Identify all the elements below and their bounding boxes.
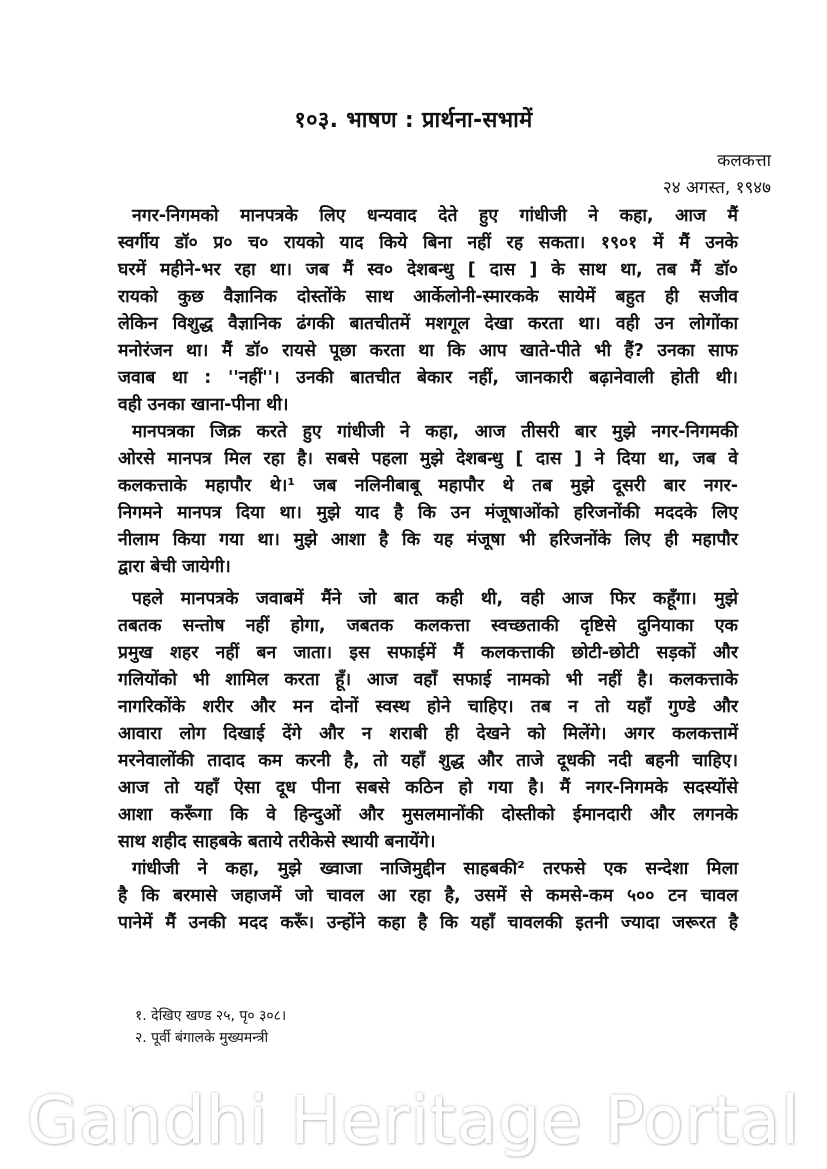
dateline-date: २४ अगस्त, १९४७ [662, 178, 771, 198]
footnote-2: २. पूर्वी बंगालके मुख्यमन्त्री [135, 1030, 269, 1046]
footnote-1: १. देखिए खण्ड २५, पृ० ३०८। [135, 1008, 287, 1024]
footnotes [135, 1005, 286, 1049]
text-line: ओरसे मानपत्र मिल रहा है। सबसे पहला मुझे देशबन्धु [ दास ] ने दिया था, जब वे [118, 449, 738, 469]
paragraph [118, 586, 738, 856]
text-line: स्वर्गीय डॉ० प्र० च० रायको याद किये बिना नहीं रह सकता। १९०१ में मैं उनके [118, 233, 738, 253]
paragraph [118, 856, 738, 937]
text-line: मनोरंजन था। मैं डॉ० रायसे पूछा करता था कि आप खाते-पीते भी हैं? उनका साफ [118, 341, 738, 361]
paragraph [118, 203, 738, 419]
text-line: है कि बरमासे जहाजमें जो चावल आ रहा है, उसमें से कमसे-कम ५०० टन चावल [118, 886, 738, 906]
page-title: १०३. भाषण : प्रार्थना-सभामें [294, 108, 533, 133]
watermark: Gandhi Heritage Portal [26, 1082, 801, 1159]
text-line: लेकिन विशुद्ध वैज्ञानिक ढंगकी बातचीतमें मशगूल देखा करता था। वही उन लोगोंका [118, 314, 738, 334]
text-line: पहले मानपत्रके जवाबमें मैंने जो बात कही थी, वही आज फिर कहूँगा। मुझे [132, 589, 738, 609]
text-line: प्रमुख शहर नहीं बन जाता। इस सफाईमें मैं कलकत्ताकी छोटी-छोटी सड़कों और [118, 643, 738, 663]
text-line: रायको कुछ वैज्ञानिक दोस्तोंके साथ आर्केलोनी-स्मारकके सायेमें बहुत ही सजीव [118, 287, 738, 307]
text-line: नागरिकोंके शरीर और मन दोनों स्वस्थ होने चाहिए। तब न तो यहाँ गुण्डे और [118, 697, 738, 717]
text-line: गलियोंको भी शामिल करता हूँ। आज वहाँ सफाई नामको भी नहीं है। कलकत्ताके [118, 670, 738, 690]
text-line: आवारा लोग दिखाई देंगे और न शराबी ही देखने को मिलेंगे। अगर कलकत्तामें [118, 724, 738, 744]
text-line: नगर-निगमको मानपत्रके लिए धन्यवाद देते हुए गांधीजी ने कहा, आज मैं [132, 206, 738, 226]
text-line: नीलाम किया गया था। मुझे आशा है कि यह मंजूषा भी हरिजनोंके लिए ही महापौर [118, 530, 738, 550]
text-line: निगमने मानपत्र दिया था। मुझे याद है कि उन मंजूषाओंको हरिजनोंकी मददके लिए [118, 503, 738, 523]
dateline-place: कलकत्ता [717, 151, 771, 171]
text-line: पानेमें मैं उनकी मदद करूँ। उन्होंने कहा है कि यहाँ चावलकी इतनी ज्यादा जरूरत है [118, 913, 738, 933]
text-line: आज तो यहाँ ऐसा दूध पीना सबसे कठिन हो गया है। मैं नगर-निगमके सदस्योंसे [118, 778, 738, 798]
text-line: मानपत्रका जिक्र करते हुए गांधीजी ने कहा, आज तीसरी बार मुझे नगर-निगमकी [132, 422, 738, 442]
text-line: आशा करूँगा कि वे हिन्दुओं और मुसलमानोंकी दोस्तीको ईमानदारी और लगनके [118, 805, 738, 825]
text-line: कलकत्ताके महापौर थे।¹ जब नलिनीबाबू महापौर थे तब मुझे दूसरी बार नगर- [118, 476, 738, 496]
speech-body [118, 203, 738, 937]
text-line: वही उनका खाना-पीना थी। [118, 395, 289, 415]
text-line: साथ शहीद साहबके बताये तरीकेसे स्थायी बनायेंगे। [118, 832, 436, 852]
text-line: द्वारा बेची जायेगी। [118, 557, 231, 577]
text-line: मरनेवालोंकी तादाद कम करनी है, तो यहाँ शुद्ध और ताजे दूधकी नदी बहनी चाहिए। [118, 751, 738, 771]
text-line: तबतक सन्तोष नहीं होगा, जबतक कलकत्ता स्वच्छताकी दृष्टिसे दुनियाका एक [118, 616, 738, 636]
text-line: घरमें महीने-भर रहा था। जब मैं स्व० देशबन्धु [ दास ] के साथ था, तब मैं डॉ० [118, 260, 738, 280]
text-line: जवाब था : ''नहीं''। उनकी बातचीत बेकार नहीं, जानकारी बढ़ानेवाली होती थी। [118, 368, 738, 388]
paragraph [118, 419, 738, 581]
text-line: गांधीजी ने कहा, मुझे ख्वाजा नाजिमुद्दीन साहबकी² तरफसे एक सन्देशा मिला [132, 859, 738, 879]
